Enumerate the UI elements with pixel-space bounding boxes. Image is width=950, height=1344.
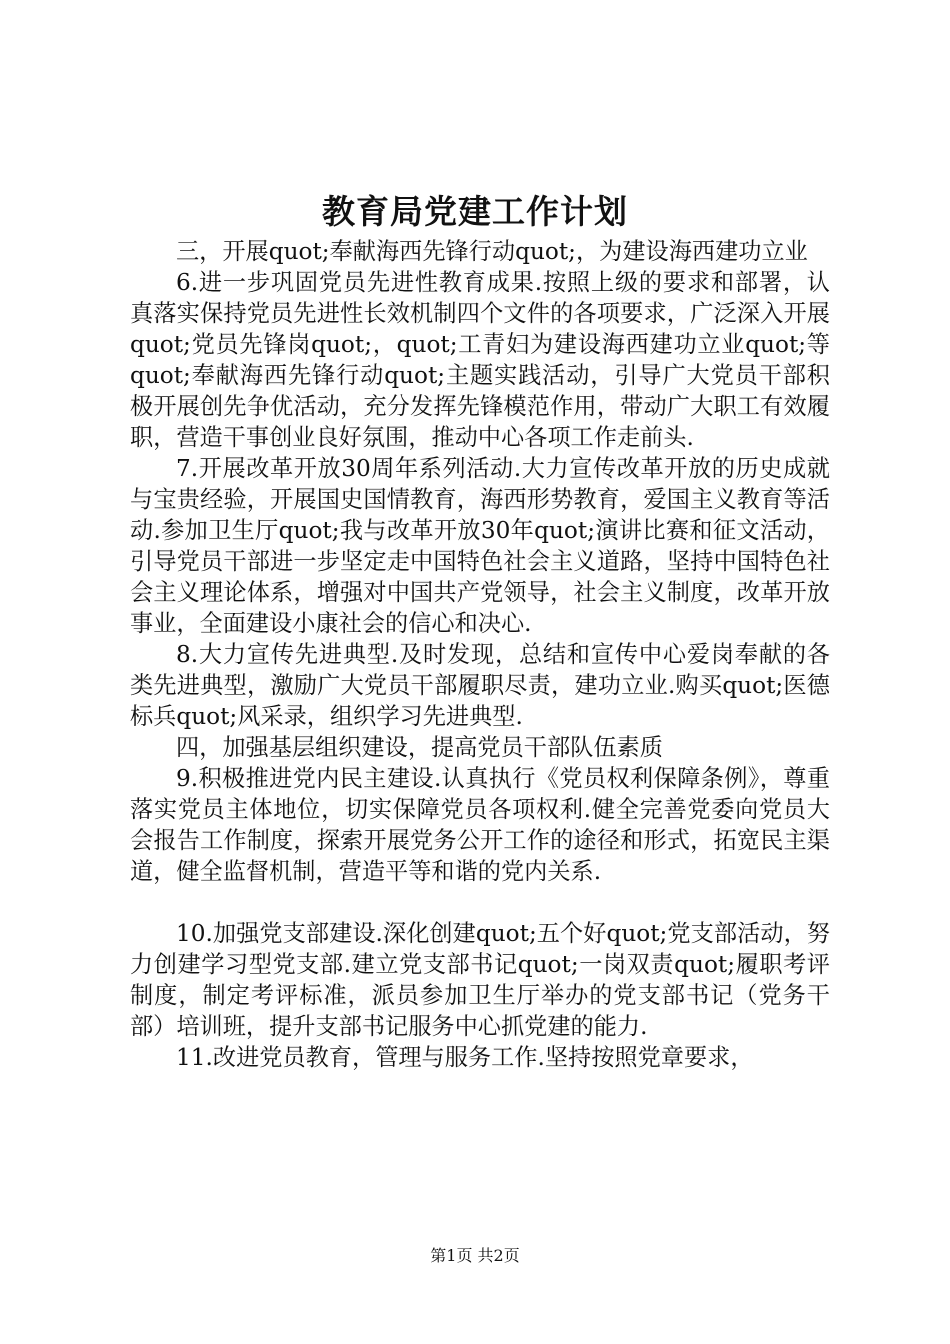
paragraph-item-10: 10.加强党支部建设.深化创建quot;五个好quot;党支部活动，努力创建学习型党支部.建立党支部书记quot;一岗双责quot;履职考评制度，制定考评标准，派员参加卫生厅举办的党支部书记（党务干部）培训班，提升支部书记服务中心抓党建的能力. [130, 920, 830, 1040]
paragraph-item-8: 8.大力宣传先进典型.及时发现，总结和宣传中心爱岗奉献的各类先进典型，激励广大党员干部履职尽责，建功立业.购买quot;医德标兵quot;风采录，组织学习先进典型. [130, 641, 830, 730]
page-footer: 第1页 共2页 [430, 1246, 520, 1265]
paragraph-item-6: 6.进一步巩固党员先进性教育成果.按照上级的要求和部署，认真落实保持党员先进性长效机制四个文件的各项要求，广泛深入开展quot;党员先锋岗quot;，quot;工青妇为建设海西建功立业quot;等quot;奉献海西先锋行动quot;主题实践活动，引导广大党员干部积极开展创先争优活动，充分发挥先锋模范作用，带动广大职工有效履职，营造干事创业良好氛围，推动中心各项工作走前头. [130, 269, 830, 451]
paragraph-item-9: 9.积极推进党内民主建设.认真执行《党员权利保障条例》，尊重落实党员主体地位，切实保障党员各项权利.健全完善党委向党员大会报告工作制度，探索开展党务公开工作的途径和形式，拓宽民主渠道，健全监督机制，营造平等和谐的党内关系. [130, 765, 830, 885]
document-title: 教育局党建工作计划 [322, 192, 628, 231]
paragraph-section-4-heading: 四，加强基层组织建设，提高党员干部队伍素质 [176, 734, 663, 761]
paragraph-item-11: 11.改进党员教育，管理与服务工作.坚持按照党章要求， [176, 1044, 754, 1071]
paragraph-section-3-heading: 三，开展quot;奉献海西先锋行动quot;，为建设海西建功立业 [176, 238, 808, 265]
paragraph-item-7: 7.开展改革开放30周年系列活动.大力宣传改革开放的历史成就与宝贵经验，开展国史国情教育，海西形势教育，爱国主义教育等活动.参加卫生厅quot;我与改革开放30年quot;演讲比赛和征文活动，引导党员干部进一步坚定走中国特色社会主义道路，坚持中国特色社会主义理论体系，增强对中国共产党领导，社会主义制度，改革开放事业，全面建设小康社会的信心和决心. [130, 455, 830, 637]
document-body [130, 236, 830, 1073]
